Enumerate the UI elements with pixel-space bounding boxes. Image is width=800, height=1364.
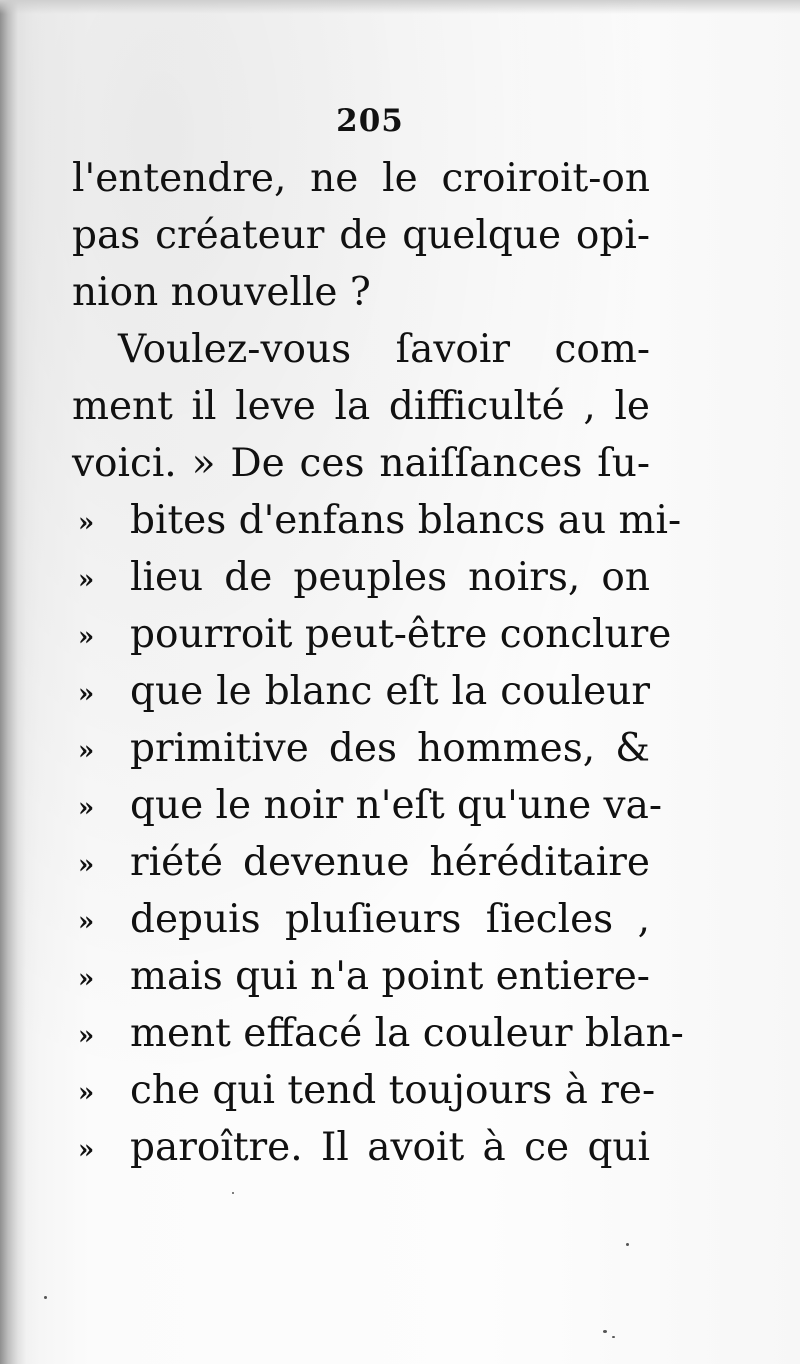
quoted-line: » che qui tend toujours à re- [72,1062,650,1119]
quote-mark: » [78,793,95,823]
page-number: 205 [336,103,404,139]
quote-mark: » [78,850,95,880]
paper-speck [603,1330,607,1333]
text-line: l'entendre, ne le croiroit-on [72,156,650,201]
body-text [72,150,684,1176]
paper-speck [626,1243,629,1246]
quoted-line: » primitive des hommes, & [72,720,650,777]
quote-mark: » [78,622,95,652]
quote-mark: » [78,508,95,538]
paper-speck [44,1296,47,1299]
quoted-line: » ment effacé la couleur blan- [72,1005,650,1062]
quote-mark: » [78,679,95,709]
quoted-line: » que le blanc eſt la couleur [72,663,650,720]
quote-mark: » [78,736,95,766]
gutter-shadow [0,0,26,1364]
quoted-line: » lieu de peuples noirs, on [72,549,650,606]
quoted-line: » que le noir n'eſt qu'une va- [72,777,650,834]
text-line: voici. » De ces naiſſances ſu- [72,441,650,486]
quoted-line: » depuis pluſieurs ſiecles , [72,891,650,948]
paper-speck [612,1336,615,1338]
quoted-line: » bites d'enfans blancs au mi- [72,492,650,549]
quote-mark: » [78,565,95,595]
quoted-line: » pourroit peut-être conclure [72,606,650,663]
paragraph-first-line: Voulez-vous ſavoir com- [118,327,650,372]
quote-mark: » [78,964,95,994]
quoted-line: » riété devenue héréditaire [72,834,650,891]
quoted-line: » paroître. Il avoit à ce qui [72,1119,650,1176]
text-line: pas créateur de quelque opi- [72,213,650,258]
quoted-line: » mais qui n'a point entiere- [72,948,650,1005]
paper-speck [232,1192,234,1194]
text-line: ment il leve la difficulté , le [72,384,650,429]
top-edge-shadow [0,0,800,14]
text-line: nion nouvelle ? [72,270,371,315]
quote-mark: » [78,1135,95,1165]
quote-mark: » [78,907,95,937]
quote-mark: » [78,1078,95,1108]
quote-mark: » [78,1021,95,1051]
